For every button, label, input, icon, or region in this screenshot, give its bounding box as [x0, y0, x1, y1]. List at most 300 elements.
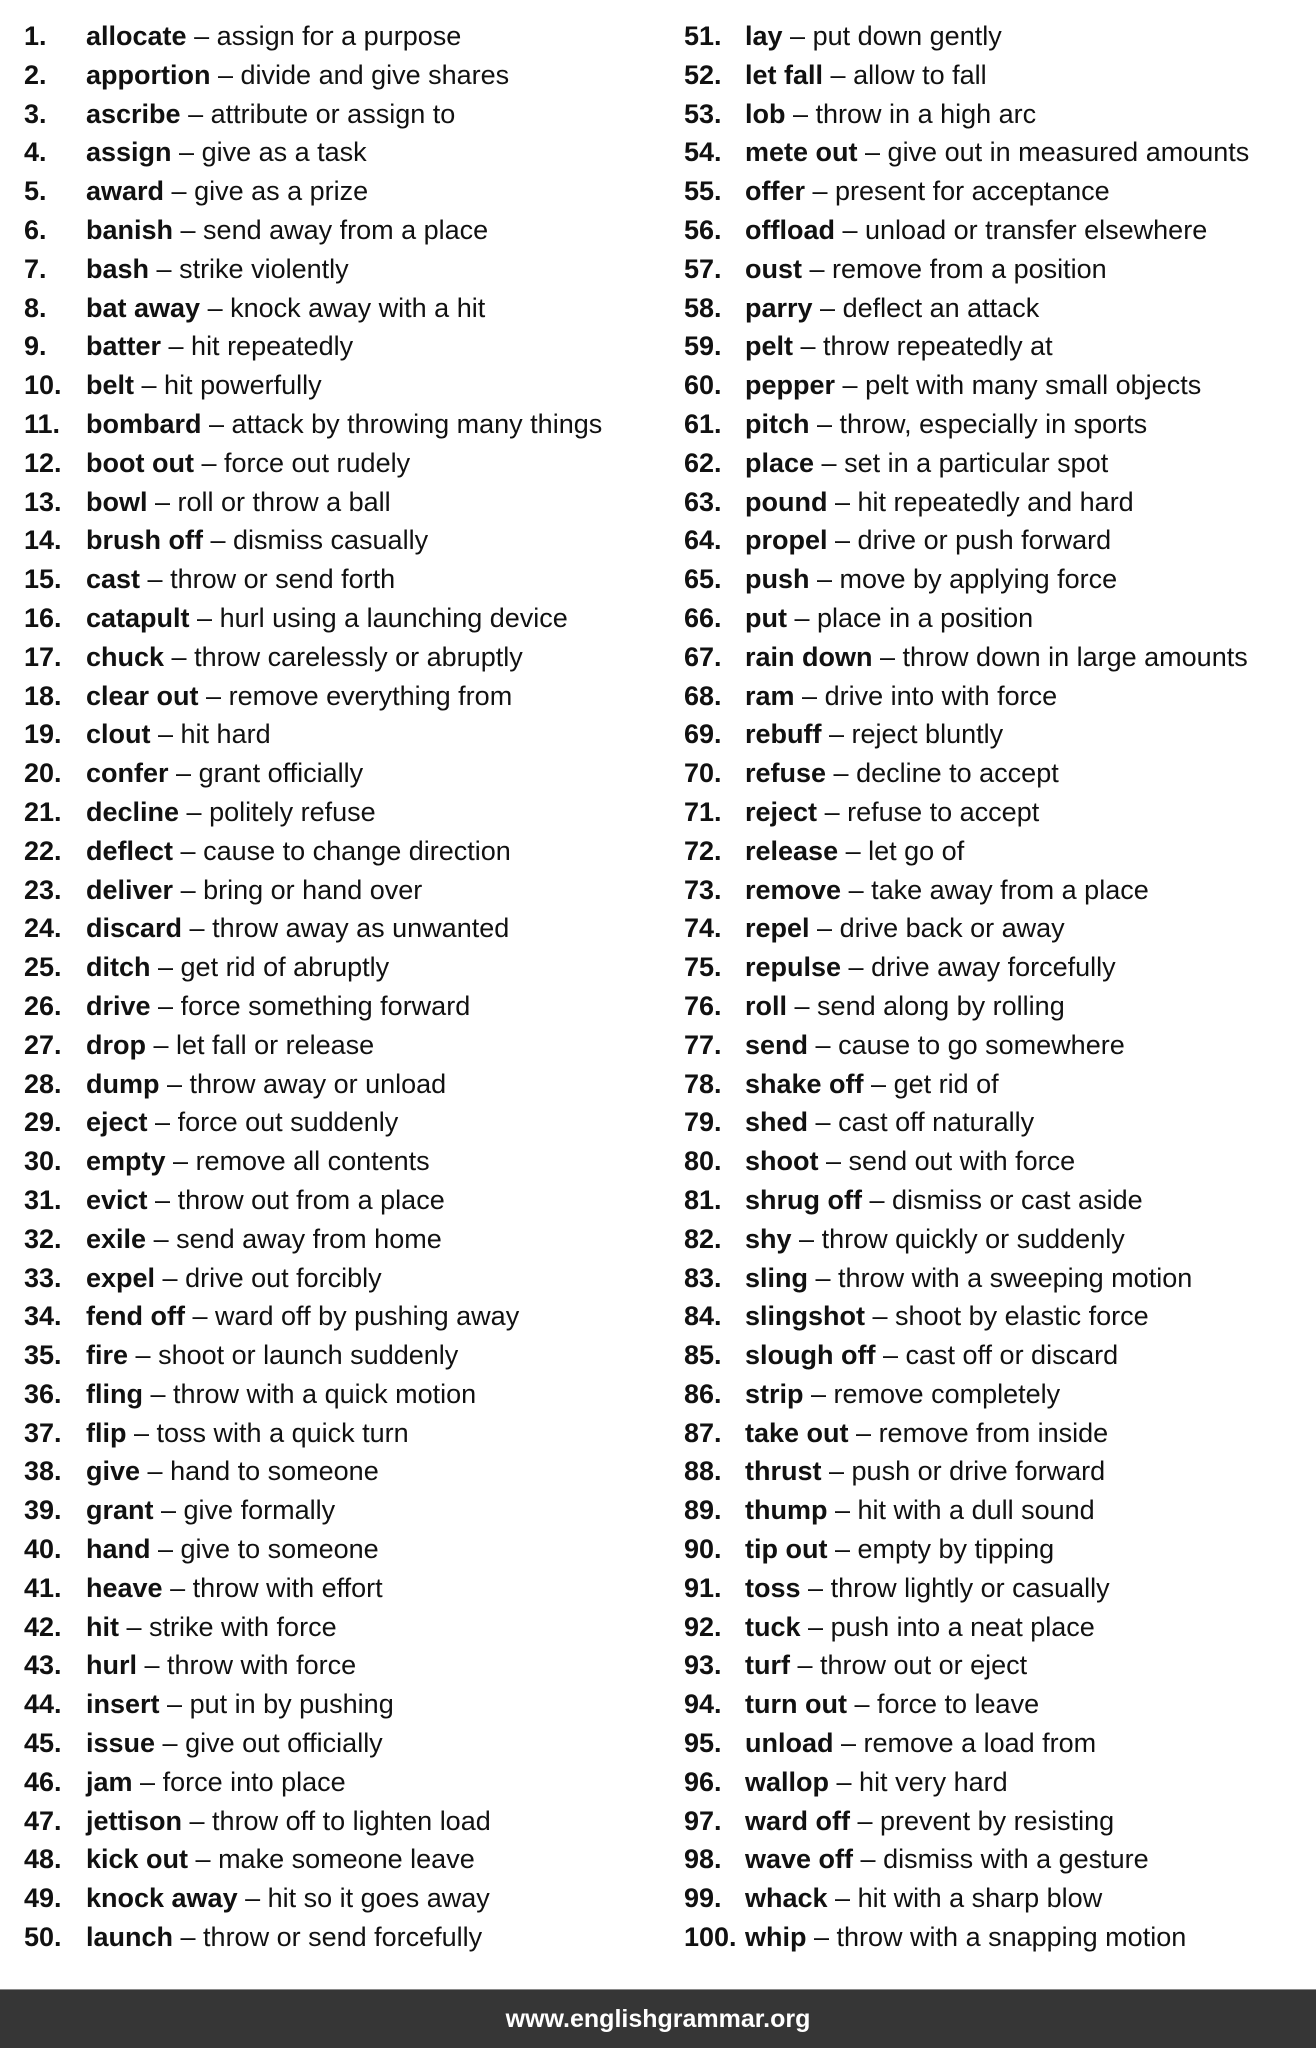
item-definition: throw out from a place [177, 1184, 445, 1215]
item-number: 88. [684, 1456, 722, 1487]
item-separator: – [161, 331, 192, 362]
list-item [24, 1763, 664, 1802]
item-term: pitch [745, 408, 810, 439]
item-definition: throw off to lighten load [212, 1805, 491, 1836]
item-separator: – [841, 952, 872, 983]
list-item [684, 1802, 1316, 1841]
item-term: pound [745, 486, 828, 517]
item-entry [745, 1530, 1054, 1569]
item-separator: – [857, 137, 888, 168]
item-entry [86, 1103, 398, 1142]
item-definition: unload or transfer elsewhere [865, 214, 1208, 245]
item-term: eject [86, 1107, 148, 1138]
item-term: put [745, 602, 787, 633]
item-number: 2. [24, 59, 47, 90]
item-definition: attribute or assign to [210, 98, 456, 129]
item-term: hand [86, 1534, 151, 1565]
item-separator: – [800, 1611, 831, 1642]
item-separator: – [821, 1456, 852, 1487]
item-entry [745, 909, 1065, 948]
item-definition: put in by pushing [189, 1689, 394, 1720]
item-term: wave off [745, 1844, 854, 1875]
item-definition: drive out forcibly [185, 1262, 382, 1293]
item-separator: – [789, 1650, 821, 1681]
item-number: 8. [24, 292, 47, 323]
item-separator: – [808, 1262, 839, 1293]
item-separator: – [150, 719, 181, 750]
item-term: banish [86, 214, 174, 245]
list-item [24, 327, 664, 366]
item-number: 97. [684, 1805, 722, 1836]
item-term: launch [86, 1922, 174, 1953]
item-number: 100. [684, 1922, 737, 1953]
item-number: 9. [24, 331, 47, 362]
item-separator: – [809, 408, 840, 439]
item-entry [745, 1724, 1096, 1763]
item-separator: – [827, 1534, 858, 1565]
list-item [24, 1065, 664, 1104]
item-separator: – [782, 21, 813, 51]
list-item [24, 1530, 664, 1569]
item-number: 79. [684, 1107, 722, 1138]
item-term: brush off [86, 525, 203, 556]
item-separator: – [803, 1378, 834, 1409]
item-entry [745, 444, 1108, 483]
item-term: pepper [745, 370, 836, 401]
item-entry [745, 1220, 1125, 1259]
item-entry [745, 1452, 1105, 1491]
list-item [684, 1840, 1316, 1879]
item-separator: – [173, 874, 204, 905]
item-entry [745, 211, 1207, 250]
list-item [684, 172, 1316, 211]
item-number: 38. [24, 1456, 62, 1487]
list-item [684, 1336, 1316, 1375]
item-definition: throw or send forth [170, 564, 396, 595]
item-separator: – [800, 1572, 831, 1603]
item-definition: shoot or launch suddenly [158, 1340, 459, 1371]
item-number: 6. [24, 214, 47, 245]
list-item [24, 172, 664, 211]
item-definition: throw quickly or suddenly [821, 1223, 1125, 1254]
item-number: 47. [24, 1805, 62, 1836]
item-definition: hand to someone [170, 1456, 379, 1487]
item-term: toss [745, 1572, 801, 1603]
item-separator: – [140, 564, 171, 595]
item-term: heave [86, 1572, 163, 1603]
item-number: 98. [684, 1844, 722, 1875]
item-definition: hit with a dull sound [857, 1495, 1095, 1526]
item-separator: – [818, 1146, 849, 1177]
item-definition: reject bluntly [851, 719, 1004, 750]
item-separator: – [827, 1883, 858, 1914]
item-definition: empty by tipping [857, 1534, 1055, 1565]
list-item [684, 1530, 1316, 1569]
item-term: hit [86, 1611, 119, 1642]
item-definition: throw or send forcefully [203, 1922, 483, 1953]
item-definition: throw down in large amounts [902, 641, 1248, 672]
item-term: let fall [745, 59, 824, 90]
item-separator: – [793, 331, 824, 362]
item-separator: – [171, 137, 202, 168]
item-definition: move by applying force [839, 564, 1118, 595]
item-term: dump [86, 1068, 160, 1099]
item-term: empty [86, 1146, 166, 1177]
list-item [684, 1297, 1316, 1336]
item-separator: – [147, 1107, 178, 1138]
list-item [684, 444, 1316, 483]
list-item [24, 1802, 664, 1841]
list-item [24, 1026, 664, 1065]
item-number: 71. [684, 796, 722, 827]
item-term: parry [745, 292, 813, 323]
item-definition: throw carelessly or abruptly [194, 641, 523, 672]
item-entry [86, 638, 523, 677]
item-separator: – [809, 913, 840, 944]
item-entry [745, 1646, 1027, 1685]
item-definition: push into a neat place [830, 1611, 1095, 1642]
item-term: remove [745, 874, 842, 905]
item-number: 93. [684, 1650, 722, 1681]
list-item [684, 1452, 1316, 1491]
item-term: confer [86, 758, 169, 789]
item-separator: – [829, 1766, 860, 1797]
item-definition: give out in measured amounts [887, 137, 1250, 168]
item-number: 33. [24, 1262, 62, 1293]
item-separator: – [186, 21, 217, 51]
item-term: deflect [86, 835, 174, 866]
item-number: 21. [24, 796, 62, 827]
list-item [24, 1220, 664, 1259]
item-number: 90. [684, 1534, 722, 1565]
item-definition: refuse to accept [847, 796, 1040, 827]
item-entry [745, 1763, 1008, 1802]
item-number: 12. [24, 447, 62, 478]
item-number: 41. [24, 1572, 62, 1603]
item-separator: – [147, 486, 178, 517]
list-item [684, 366, 1316, 405]
item-separator: – [182, 913, 213, 944]
item-definition: throw with a quick motion [173, 1378, 477, 1409]
item-number: 62. [684, 447, 722, 478]
list-item [24, 444, 664, 483]
item-separator: – [794, 680, 825, 711]
item-number: 31. [24, 1184, 62, 1215]
item-entry [86, 366, 322, 405]
item-term: kick out [86, 1844, 189, 1875]
item-entry [745, 987, 1065, 1026]
list-item [24, 871, 664, 910]
item-entry [745, 250, 1107, 289]
item-entry [745, 715, 1003, 754]
item-entry [86, 17, 461, 56]
item-number: 17. [24, 641, 62, 672]
list-item [24, 405, 664, 444]
item-entry [745, 327, 1053, 366]
list-item [684, 211, 1316, 250]
item-separator: – [823, 59, 854, 90]
item-number: 44. [24, 1689, 62, 1720]
item-term: expel [86, 1262, 156, 1293]
footer-bar [0, 1989, 1316, 2048]
item-definition: present for acceptance [835, 176, 1110, 207]
item-definition: divide and give shares [240, 59, 510, 90]
item-term: clout [86, 719, 151, 750]
list-item [684, 1491, 1316, 1530]
item-number: 49. [24, 1883, 62, 1914]
item-number: 4. [24, 137, 47, 168]
list-item [684, 1569, 1316, 1608]
item-separator: – [861, 1184, 893, 1215]
item-term: rain down [745, 641, 873, 672]
item-number: 77. [684, 1029, 722, 1060]
item-entry [86, 1763, 346, 1802]
item-definition: let fall or release [176, 1029, 375, 1060]
list-item [684, 405, 1316, 444]
item-number: 61. [684, 408, 722, 439]
item-definition: throw away or unload [189, 1068, 447, 1099]
item-entry [86, 95, 455, 134]
item-entry [86, 521, 428, 560]
item-number: 75. [684, 952, 722, 983]
item-entry [745, 560, 1117, 599]
item-entry [86, 948, 389, 987]
item-separator: – [155, 1262, 186, 1293]
item-term: offload [745, 214, 835, 245]
item-term: repulse [745, 952, 842, 983]
item-term: mete out [745, 137, 858, 168]
item-number: 20. [24, 758, 62, 789]
item-term: flip [86, 1417, 127, 1448]
item-separator: – [210, 59, 241, 90]
item-definition: strike violently [179, 253, 349, 284]
item-entry [86, 1879, 490, 1918]
item-entry [86, 289, 485, 328]
item-number: 92. [684, 1611, 722, 1642]
item-separator: – [808, 1029, 839, 1060]
item-term: bombard [86, 408, 202, 439]
item-separator: – [202, 525, 234, 556]
item-term: jettison [86, 1805, 183, 1836]
item-term: whack [745, 1883, 828, 1914]
item-definition: push or drive forward [851, 1456, 1106, 1487]
item-term: roll [745, 990, 788, 1021]
item-entry [86, 1375, 476, 1414]
item-entry [86, 1452, 379, 1491]
item-number: 55. [684, 176, 722, 207]
item-definition: send along by rolling [817, 990, 1065, 1021]
list-item [24, 289, 664, 328]
item-definition: throw with a sweeping motion [838, 1262, 1193, 1293]
item-term: chuck [86, 641, 165, 672]
item-entry [745, 1569, 1110, 1608]
item-number: 72. [684, 835, 722, 866]
item-definition: hit with a sharp blow [857, 1883, 1103, 1914]
item-separator: – [150, 990, 181, 1021]
item-number: 68. [684, 680, 722, 711]
item-separator: – [808, 1107, 839, 1138]
item-separator: – [162, 1572, 193, 1603]
item-separator: – [189, 602, 220, 633]
item-entry [86, 754, 363, 793]
item-entry [86, 1530, 379, 1569]
item-term: jam [86, 1766, 133, 1797]
item-term: rebuff [745, 719, 822, 750]
item-definition: force out suddenly [177, 1107, 399, 1138]
item-separator: – [827, 525, 858, 556]
item-separator: – [179, 796, 210, 827]
item-entry [86, 832, 511, 871]
item-entry [745, 1491, 1095, 1530]
item-entry [86, 909, 509, 948]
item-entry [86, 327, 353, 366]
item-definition: set in a particular spot [844, 447, 1109, 478]
item-number: 11. [24, 408, 61, 439]
list-item [684, 638, 1316, 677]
list-item [24, 1414, 664, 1453]
item-separator: – [159, 1068, 190, 1099]
item-term: issue [86, 1728, 156, 1759]
item-separator: – [142, 1378, 174, 1409]
item-term: tuck [745, 1611, 801, 1642]
item-number: 83. [684, 1262, 722, 1293]
list-item [24, 832, 664, 871]
item-definition: hit very hard [859, 1766, 1008, 1797]
item-separator: – [802, 253, 833, 284]
item-term: batter [86, 331, 162, 362]
item-entry [86, 1297, 519, 1336]
item-number: 19. [24, 719, 62, 750]
item-definition: drive into with force [824, 680, 1058, 711]
item-number: 28. [24, 1068, 62, 1099]
item-separator: – [865, 1301, 896, 1332]
item-definition: cast off naturally [838, 1107, 1035, 1138]
item-entry [745, 832, 964, 871]
item-number: 13. [24, 486, 62, 517]
item-term: lob [745, 98, 786, 129]
item-number: 70. [684, 758, 722, 789]
item-term: take out [745, 1417, 849, 1448]
item-number: 5. [24, 176, 47, 207]
list-item [24, 677, 664, 716]
item-separator: – [168, 758, 199, 789]
item-entry [745, 871, 1149, 910]
item-term: tip out [745, 1534, 828, 1565]
item-separator: – [150, 952, 181, 983]
item-entry [745, 1065, 999, 1104]
item-definition: shoot by elastic force [895, 1301, 1149, 1332]
item-definition: cast off or discard [905, 1340, 1119, 1371]
item-number: 53. [684, 98, 722, 129]
item-number: 37. [24, 1417, 62, 1448]
item-definition: drive away forcefully [871, 952, 1116, 983]
item-number: 18. [24, 680, 62, 711]
item-entry [745, 599, 1033, 638]
list-item [684, 987, 1316, 1026]
item-entry [745, 677, 1057, 716]
item-separator: – [173, 214, 204, 245]
item-entry [86, 1918, 482, 1957]
list-item [24, 1840, 664, 1879]
item-separator: – [838, 835, 869, 866]
item-term: boot out [86, 447, 194, 478]
item-term: shed [745, 1107, 809, 1138]
list-item [684, 871, 1316, 910]
item-entry [86, 1608, 337, 1647]
item-number: 69. [684, 719, 722, 750]
list-item [684, 1685, 1316, 1724]
item-entry [745, 483, 1134, 522]
list-item [24, 56, 664, 95]
list-item [24, 1103, 664, 1142]
item-term: belt [86, 370, 135, 401]
item-separator: – [812, 292, 843, 323]
item-term: discard [86, 913, 183, 944]
item-number: 65. [684, 564, 722, 595]
item-definition: assign for a purpose [216, 21, 462, 51]
item-entry [86, 677, 512, 716]
item-definition: throw with force [167, 1650, 357, 1681]
item-separator: – [128, 1340, 159, 1371]
item-term: apportion [86, 59, 211, 90]
list-item [684, 1142, 1316, 1181]
list-item [684, 1763, 1316, 1802]
item-separator: – [188, 1844, 219, 1875]
item-definition: remove from a position [832, 253, 1107, 284]
item-term: pelt [745, 331, 794, 362]
item-number: 42. [24, 1611, 62, 1642]
list-item [684, 1103, 1316, 1142]
item-entry [86, 599, 568, 638]
item-term: ram [745, 680, 795, 711]
item-definition: throw away as unwanted [212, 913, 510, 944]
list-item [24, 95, 664, 134]
list-item [24, 1608, 664, 1647]
item-number: 30. [24, 1146, 62, 1177]
item-entry [745, 793, 1039, 832]
list-item [684, 793, 1316, 832]
item-entry [86, 1181, 445, 1220]
item-separator: – [863, 1068, 894, 1099]
list-item [684, 1646, 1316, 1685]
item-number: 63. [684, 486, 722, 517]
item-separator: – [146, 1029, 177, 1060]
item-definition: force into place [162, 1766, 346, 1797]
item-entry [86, 133, 367, 172]
item-separator: – [834, 214, 866, 245]
item-definition: give formally [183, 1495, 336, 1526]
item-term: ditch [86, 952, 151, 983]
item-number: 27. [24, 1029, 62, 1060]
item-term: evict [86, 1184, 148, 1215]
item-number: 81. [684, 1184, 722, 1215]
item-separator: – [827, 1495, 858, 1526]
item-term: sling [745, 1262, 809, 1293]
item-entry [745, 1103, 1034, 1142]
item-number: 48. [24, 1844, 62, 1875]
list-item [24, 133, 664, 172]
item-definition: get rid of [893, 1068, 999, 1099]
item-separator: – [173, 835, 204, 866]
item-number: 86. [684, 1378, 722, 1409]
item-definition: deflect an attack [842, 292, 1040, 323]
item-entry [745, 948, 1116, 987]
item-entry [86, 1724, 383, 1763]
item-separator: – [198, 680, 229, 711]
item-definition: give as a prize [194, 176, 369, 207]
list-item [24, 1142, 664, 1181]
list-item [24, 1646, 664, 1685]
